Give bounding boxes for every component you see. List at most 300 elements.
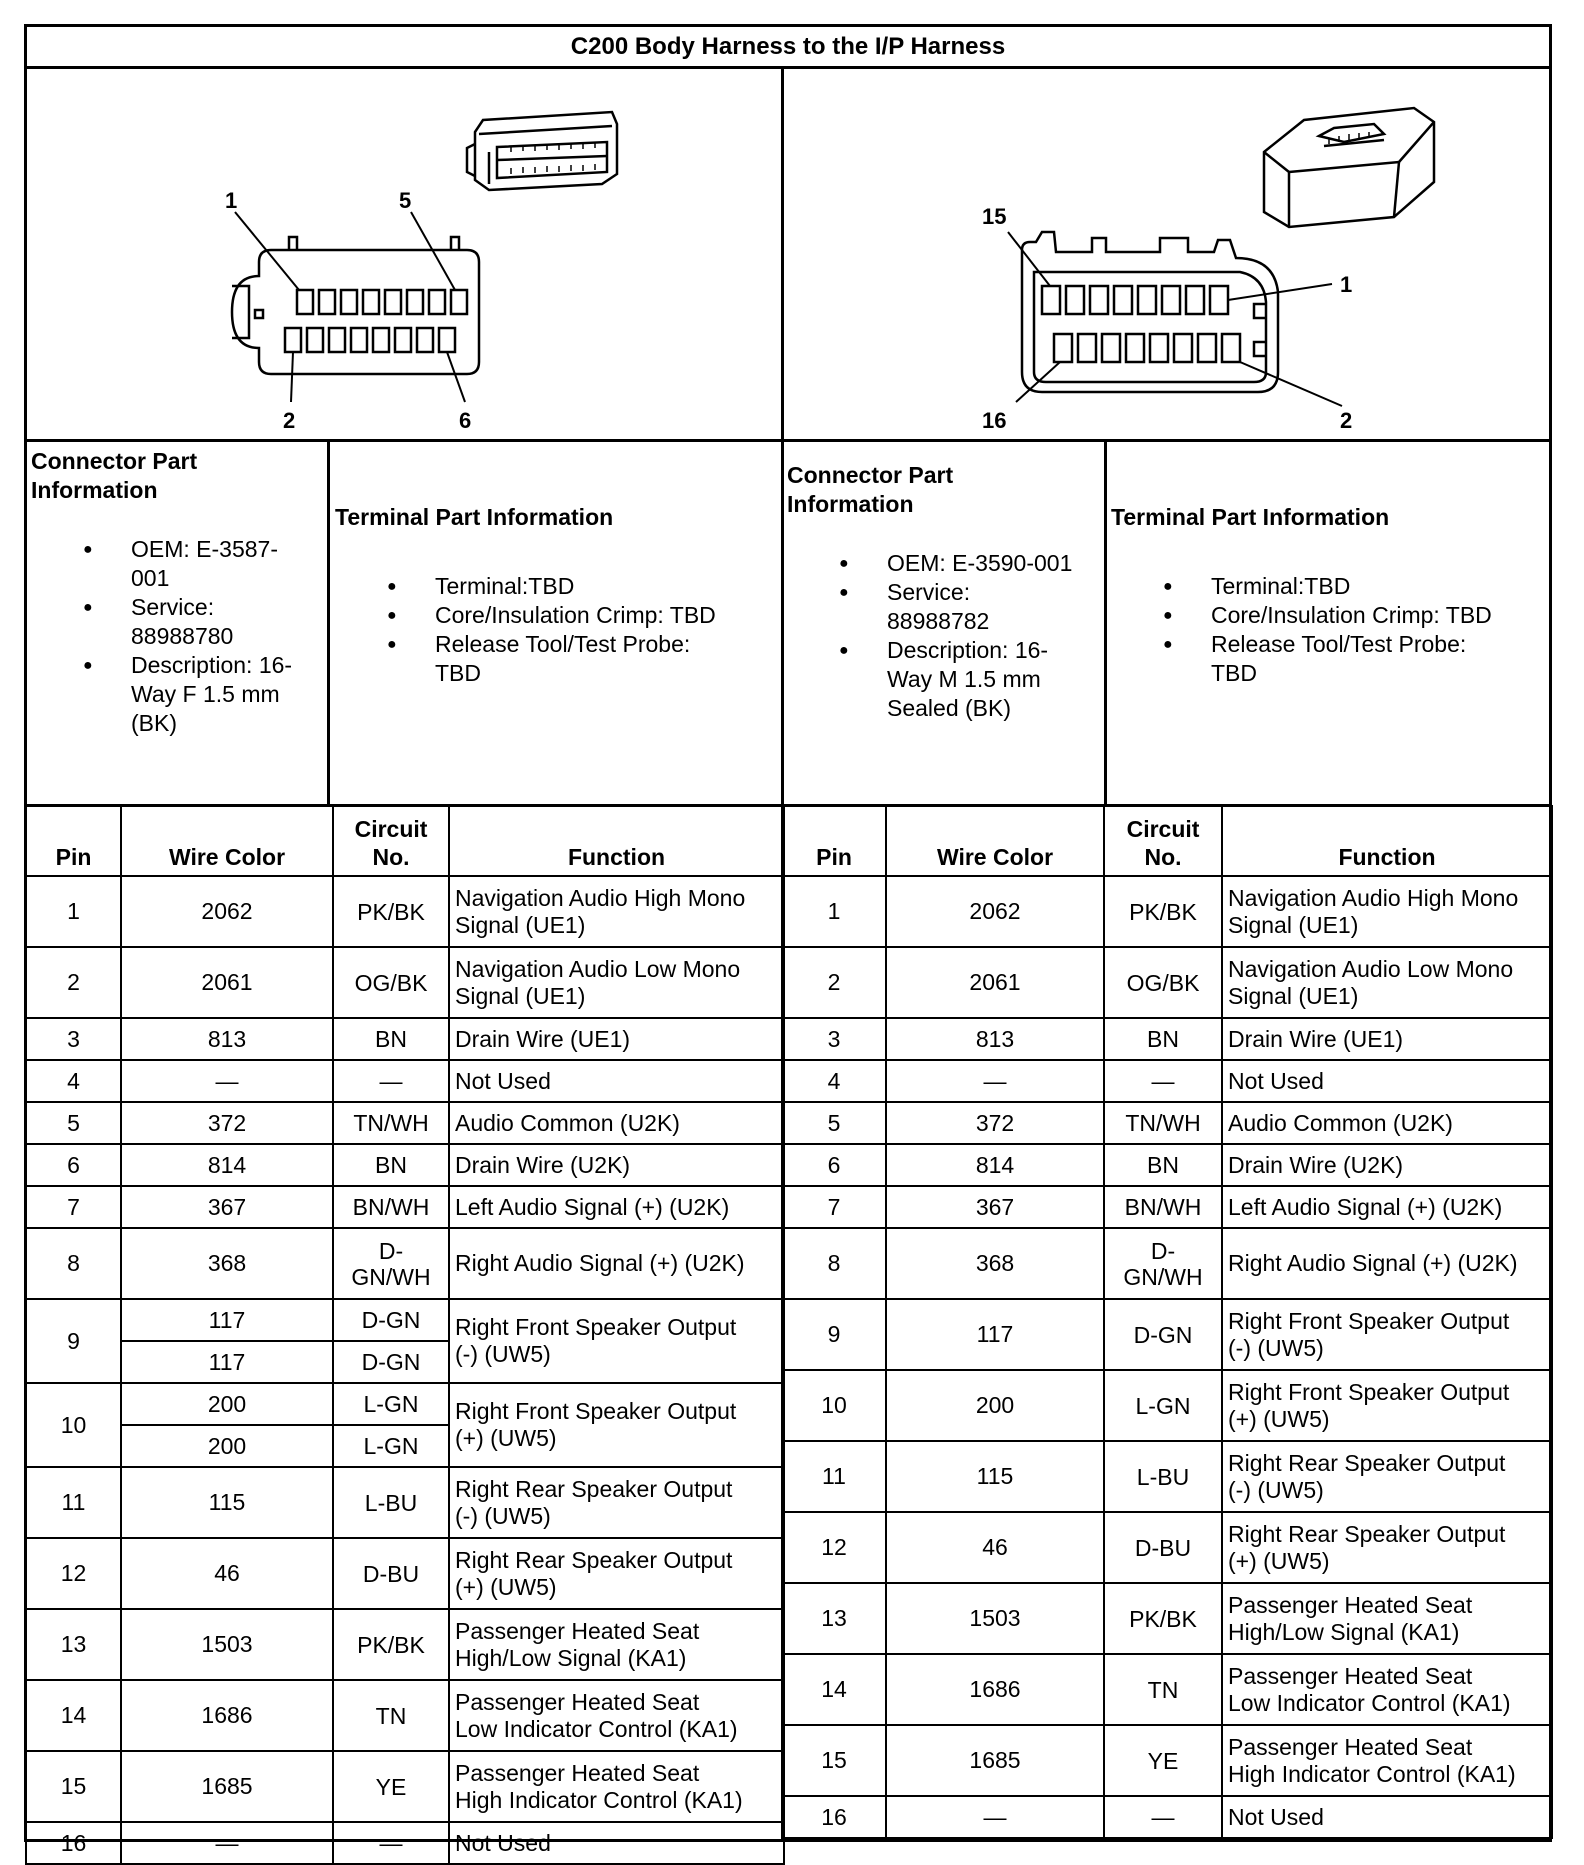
table-row xyxy=(26,1538,784,1609)
pin-cell: 1 xyxy=(26,876,121,947)
pin-cell: 14 xyxy=(782,1654,886,1725)
circuit-line: TN xyxy=(1147,1676,1179,1703)
function-line: Signal (UE1) xyxy=(1228,982,1359,1009)
function-cell xyxy=(1222,1512,1552,1583)
wire-color-cell: 2061 xyxy=(121,947,333,1018)
pin-cell: 1 xyxy=(782,876,886,947)
circuit-cell: L-GN xyxy=(333,1425,449,1467)
function-line: Right Rear Speaker Output xyxy=(455,1475,733,1502)
circuit-cell xyxy=(333,1144,449,1186)
circuit-cell xyxy=(333,876,449,947)
right-table-header xyxy=(782,806,1552,876)
wire-color-cell: 115 xyxy=(121,1467,333,1538)
right-terminal-info-heading: Terminal Part Information xyxy=(1111,504,1390,530)
wire-color-cell: 372 xyxy=(886,1102,1104,1144)
table-row xyxy=(26,1680,784,1751)
table-row xyxy=(782,1060,1552,1102)
circuit-line: BN/WH xyxy=(352,1194,430,1220)
pin-cell: 11 xyxy=(782,1441,886,1512)
function-cell xyxy=(449,1383,784,1467)
wire-color-cell: 367 xyxy=(886,1186,1104,1228)
wire-color-cell: — xyxy=(121,1822,333,1864)
wire-color-cell: 1503 xyxy=(121,1609,333,1680)
circuit-line: TN/WH xyxy=(353,1110,429,1136)
function-cell xyxy=(1222,1299,1552,1370)
function-line: Passenger Heated Seat xyxy=(1228,1662,1473,1689)
function-line: Navigation Audio High Mono xyxy=(1228,884,1519,911)
left-terminal-part-info xyxy=(335,503,779,688)
callout-left-1: 1 xyxy=(225,188,238,213)
function-line: Drain Wire (UE1) xyxy=(455,1025,631,1052)
circuit-cell xyxy=(333,1018,449,1060)
circuit-line: YE xyxy=(375,1773,407,1800)
circuit-cell xyxy=(1104,1102,1222,1144)
right-connector-info-heading: Connector Part Information xyxy=(787,462,954,517)
circuit-line: GN/WH xyxy=(1123,1263,1203,1290)
circuit-cell xyxy=(1104,1018,1222,1060)
wire-color-cell: 1503 xyxy=(886,1583,1104,1654)
wire-color-column-header: Wire Color xyxy=(121,806,333,876)
circuit-line: BN xyxy=(1147,1026,1179,1052)
left-crimp-item: ● Core/Insulation Crimp: TBD xyxy=(335,601,779,630)
function-line: Signal (UE1) xyxy=(455,911,586,938)
wire-color-cell: 368 xyxy=(121,1228,333,1299)
wire-color-cell: 1685 xyxy=(121,1751,333,1822)
table-row xyxy=(782,876,1552,947)
illustration-bottom-rule xyxy=(27,439,1549,442)
function-line: (-) (UW5) xyxy=(1228,1476,1324,1503)
right-connector-diagram xyxy=(784,72,1549,439)
circuit-line: — xyxy=(379,1830,403,1856)
wire-color-cell: 813 xyxy=(121,1018,333,1060)
circuit-line: TN/WH xyxy=(1125,1110,1201,1136)
circuit-line: GN/WH xyxy=(351,1263,431,1290)
function-line: Passenger Heated Seat xyxy=(455,1759,700,1786)
right-pin-cavities-bottom xyxy=(1054,334,1240,362)
pin-column-header: Pin xyxy=(26,806,121,876)
circuit-line: OG/BK xyxy=(354,969,428,996)
function-column-header: Function xyxy=(449,806,784,876)
callout-right-1: 1 xyxy=(1340,272,1353,297)
function-line: High Indicator Control (KA1) xyxy=(455,1786,743,1813)
circuit-cell xyxy=(1104,1725,1222,1796)
pin-cell: 3 xyxy=(26,1018,121,1060)
pin-cell: 7 xyxy=(26,1186,121,1228)
left-pin-cavities-top xyxy=(297,290,467,314)
function-column-header: Function xyxy=(1222,806,1552,876)
function-line: Navigation Audio Low Mono xyxy=(455,955,741,982)
function-line: (-) (UW5) xyxy=(455,1502,551,1529)
pin-cell: 14 xyxy=(26,1680,121,1751)
wire-color-cell: 200 xyxy=(121,1425,333,1467)
info-divider-1 xyxy=(327,439,330,807)
circuit-cell xyxy=(1104,876,1222,947)
left-terminal-item: ● Terminal:TBD xyxy=(335,572,779,601)
circuit-line: OG/BK xyxy=(1126,969,1200,996)
function-line: Navigation Audio Low Mono xyxy=(1228,955,1514,982)
circuit-line: — xyxy=(379,1068,403,1094)
circuit-line: — xyxy=(1151,1804,1175,1830)
table-row xyxy=(782,1370,1552,1441)
circuit-cell xyxy=(1104,1796,1222,1838)
function-line: Right Front Speaker Output xyxy=(455,1314,737,1340)
pin-column-header: Pin xyxy=(782,806,886,876)
function-line: Right Audio Signal (+) (U2K) xyxy=(1228,1250,1518,1276)
function-cell xyxy=(1222,947,1552,1018)
function-cell xyxy=(1222,1144,1552,1186)
function-cell xyxy=(449,1018,784,1060)
wire-color-cell: 2061 xyxy=(886,947,1104,1018)
circuit-line: BN xyxy=(375,1026,407,1052)
table-row xyxy=(26,947,784,1018)
wire-color-cell: 200 xyxy=(886,1370,1104,1441)
table-row xyxy=(782,1654,1552,1725)
circuit-cell xyxy=(1104,1441,1222,1512)
pin-cell: 15 xyxy=(26,1751,121,1822)
circuit-line: PK/BK xyxy=(1129,898,1197,925)
pin-cell: 13 xyxy=(26,1609,121,1680)
right-connector-3d-view xyxy=(1264,108,1434,227)
left-connector-part-info xyxy=(31,447,325,738)
wire-color-cell: 2062 xyxy=(121,876,333,947)
function-line: (+) (UW5) xyxy=(455,1425,557,1451)
circuit-cell xyxy=(333,1467,449,1538)
wire-color-cell: 814 xyxy=(886,1144,1104,1186)
circuit-cell xyxy=(1104,1654,1222,1725)
right-crimp-item: ● Core/Insulation Crimp: TBD xyxy=(1111,601,1547,630)
function-cell xyxy=(449,876,784,947)
circuit-cell xyxy=(1104,947,1222,1018)
function-line: Audio Common (U2K) xyxy=(1228,1109,1453,1136)
circuit-cell xyxy=(333,1751,449,1822)
function-line: Passenger Heated Seat xyxy=(455,1617,700,1644)
function-cell xyxy=(449,1186,784,1228)
table-row xyxy=(782,1441,1552,1512)
function-line: Passenger Heated Seat xyxy=(1228,1733,1473,1760)
pin-cell: 2 xyxy=(782,947,886,1018)
right-connector-part-info xyxy=(787,461,1101,723)
callout-left-2: 2 xyxy=(283,408,296,433)
pin-cell: 6 xyxy=(782,1144,886,1186)
table-row xyxy=(26,1299,784,1341)
callout-left-5: 5 xyxy=(399,188,412,213)
table-row xyxy=(782,1512,1552,1583)
circuit-cell xyxy=(1104,1228,1222,1299)
circuit-cell xyxy=(333,947,449,1018)
function-cell xyxy=(1222,1060,1552,1102)
pin-cell: 15 xyxy=(782,1725,886,1796)
function-cell xyxy=(449,1751,784,1822)
table-row xyxy=(26,1609,784,1680)
left-terminal-info-list xyxy=(335,572,779,688)
wire-color-cell: 813 xyxy=(886,1018,1104,1060)
callout-right-15: 15 xyxy=(982,204,1007,229)
wire-color-cell: — xyxy=(121,1060,333,1102)
info-divider-3 xyxy=(1104,439,1107,807)
pin-cell: 8 xyxy=(26,1228,121,1299)
pin-cell: 16 xyxy=(782,1796,886,1838)
function-cell xyxy=(1222,1186,1552,1228)
wire-color-cell: 1686 xyxy=(886,1654,1104,1725)
function-line: Not Used xyxy=(1228,1067,1324,1094)
info-divider-2 xyxy=(781,439,784,807)
function-line: Right Rear Speaker Output xyxy=(1228,1449,1506,1476)
function-line: (-) (UW5) xyxy=(455,1341,551,1367)
page-title: C200 Body Harness to the I/P Harness xyxy=(27,27,1549,69)
function-line: Right Rear Speaker Output xyxy=(455,1546,733,1573)
wire-color-cell: 1686 xyxy=(121,1680,333,1751)
circuit-line: D-BU xyxy=(362,1560,420,1587)
table-row xyxy=(26,1060,784,1102)
function-cell xyxy=(1222,876,1552,947)
function-line: (-) (UW5) xyxy=(1228,1334,1324,1361)
left-oem-item: ● OEM: E-3587- 001 xyxy=(31,535,325,593)
function-cell xyxy=(1222,1018,1552,1060)
function-line: Low Indicator Control (KA1) xyxy=(1228,1689,1511,1716)
right-terminal-part-info xyxy=(1111,503,1547,688)
right-connector-info-list xyxy=(787,549,1101,723)
function-cell xyxy=(1222,1725,1552,1796)
table-row xyxy=(26,1018,784,1060)
wire-color-cell: 368 xyxy=(886,1228,1104,1299)
right-terminal-info-list xyxy=(1111,572,1547,688)
function-line: Not Used xyxy=(1228,1803,1324,1830)
circuit-line: BN/WH xyxy=(1124,1194,1202,1220)
left-description-item: ● Description: 16- Way F 1.5 mm (BK) xyxy=(31,651,325,738)
circuit-line: L-BU xyxy=(1136,1463,1190,1490)
function-line: Audio Common (U2K) xyxy=(455,1109,680,1136)
circuit-line: PK/BK xyxy=(1129,1605,1197,1632)
wire-color-cell: 814 xyxy=(121,1144,333,1186)
table-row xyxy=(26,1228,784,1299)
right-terminal-item: ● Terminal:TBD xyxy=(1111,572,1547,601)
pin-cell: 16 xyxy=(26,1822,121,1864)
circuit-line: D-BU xyxy=(1134,1534,1192,1561)
function-line: (+) (UW5) xyxy=(1228,1547,1330,1574)
table-row xyxy=(782,947,1552,1018)
function-cell xyxy=(1222,1796,1552,1838)
function-line: Right Audio Signal (+) (U2K) xyxy=(455,1250,745,1276)
function-line: High/Low Signal (KA1) xyxy=(455,1644,687,1671)
wire-color-cell: 367 xyxy=(121,1186,333,1228)
function-line: Right Front Speaker Output xyxy=(1228,1378,1510,1405)
table-row xyxy=(782,1186,1552,1228)
table-row xyxy=(26,1186,784,1228)
function-cell xyxy=(449,1144,784,1186)
wire-color-cell: 2062 xyxy=(886,876,1104,947)
function-cell xyxy=(1222,1102,1552,1144)
function-line: Signal (UE1) xyxy=(1228,911,1359,938)
pin-cell: 5 xyxy=(26,1102,121,1144)
wire-color-cell: 117 xyxy=(121,1299,333,1341)
function-line: Drain Wire (U2K) xyxy=(455,1151,631,1178)
circuit-cell xyxy=(333,1186,449,1228)
circuit-cell xyxy=(333,1102,449,1144)
left-table-header xyxy=(26,806,784,876)
table-row xyxy=(782,1102,1552,1144)
pin-cell: 2 xyxy=(26,947,121,1018)
circuit-cell xyxy=(333,1538,449,1609)
connector-sheet xyxy=(24,24,1552,1856)
circuit-cell xyxy=(1104,1370,1222,1441)
left-terminal-info-heading: Terminal Part Information xyxy=(335,504,614,530)
wire-color-cell: 46 xyxy=(121,1538,333,1609)
circuit-line: — xyxy=(1151,1068,1175,1094)
circuit-cell xyxy=(1104,1583,1222,1654)
table-row xyxy=(26,1144,784,1186)
table-row xyxy=(26,1383,784,1425)
circuit-cell: D-GN xyxy=(333,1341,449,1383)
wire-color-cell: 46 xyxy=(886,1512,1104,1583)
right-pin-cavities-top xyxy=(1042,286,1228,314)
circuit-cell xyxy=(1104,1144,1222,1186)
function-line: Passenger Heated Seat xyxy=(1228,1591,1473,1618)
callout-left-6: 6 xyxy=(459,408,472,433)
function-cell xyxy=(449,1680,784,1751)
wire-color-cell: 200 xyxy=(121,1383,333,1425)
circuit-line: PK/BK xyxy=(357,898,425,925)
function-line: Right Rear Speaker Output xyxy=(1228,1520,1506,1547)
function-line: Right Front Speaker Output xyxy=(1228,1307,1510,1334)
pin-cell: 11 xyxy=(26,1467,121,1538)
circuit-cell: D-GN xyxy=(333,1299,449,1341)
circuit-line: D- xyxy=(1150,1237,1176,1264)
right-release-tool-item: ● Release Tool/Test Probe: TBD xyxy=(1111,630,1547,688)
pin-cell: 5 xyxy=(782,1102,886,1144)
wire-color-cell: 115 xyxy=(886,1441,1104,1512)
circuit-column-header: Circuit No. xyxy=(1104,806,1222,876)
pin-cell: 12 xyxy=(782,1512,886,1583)
circuit-line: D-GN xyxy=(1133,1321,1193,1348)
circuit-cell xyxy=(1104,1512,1222,1583)
circuit-line: L-GN xyxy=(1135,1392,1191,1419)
function-line: High/Low Signal (KA1) xyxy=(1228,1618,1460,1645)
right-service-item: ● Service: 88988782 xyxy=(787,578,1101,636)
table-row xyxy=(26,876,784,947)
right-pin-table xyxy=(781,805,1553,1839)
table-row xyxy=(782,1228,1552,1299)
pin-cell: 3 xyxy=(782,1018,886,1060)
wire-color-cell: 117 xyxy=(886,1299,1104,1370)
pin-cell: 7 xyxy=(782,1186,886,1228)
table-row xyxy=(26,1102,784,1144)
function-cell xyxy=(449,1609,784,1680)
circuit-cell xyxy=(333,1228,449,1299)
circuit-cell xyxy=(1104,1186,1222,1228)
pin-cell: 13 xyxy=(782,1583,886,1654)
function-cell xyxy=(449,1228,784,1299)
left-connector-diagram xyxy=(27,72,781,439)
pin-cell: 4 xyxy=(26,1060,121,1102)
function-cell xyxy=(1222,1583,1552,1654)
pin-cell: 10 xyxy=(782,1370,886,1441)
wire-color-column-header: Wire Color xyxy=(886,806,1104,876)
circuit-cell xyxy=(333,1609,449,1680)
wire-color-cell: 372 xyxy=(121,1102,333,1144)
function-line: Right Front Speaker Output xyxy=(455,1398,737,1424)
circuit-line: D- xyxy=(378,1237,404,1264)
function-line: Passenger Heated Seat xyxy=(455,1688,700,1715)
right-description-item: ● Description: 16- Way M 1.5 mm Sealed (BK) xyxy=(787,636,1101,723)
wire-color-cell: 1685 xyxy=(886,1725,1104,1796)
function-line: (+) (UW5) xyxy=(1228,1405,1330,1432)
left-pin-table xyxy=(25,805,785,1865)
function-cell xyxy=(449,1299,784,1383)
pin-cell: 4 xyxy=(782,1060,886,1102)
function-cell xyxy=(449,1822,784,1864)
function-cell xyxy=(449,947,784,1018)
left-connector-info-list xyxy=(31,535,325,738)
left-release-tool-item: ● Release Tool/Test Probe: TBD xyxy=(335,630,779,688)
left-connector-info-heading: Connector Part Information xyxy=(31,448,198,503)
circuit-cell xyxy=(333,1060,449,1102)
table-row xyxy=(782,1796,1552,1838)
table-row xyxy=(782,1144,1552,1186)
circuit-line: BN xyxy=(1147,1152,1179,1178)
table-row xyxy=(782,1583,1552,1654)
circuit-cell: L-GN xyxy=(333,1383,449,1425)
left-service-item: ● Service: 88988780 xyxy=(31,593,325,651)
function-line: Drain Wire (U2K) xyxy=(1228,1151,1404,1178)
circuit-line: TN xyxy=(375,1702,407,1729)
right-oem-item: ● OEM: E-3590-001 xyxy=(787,549,1101,578)
function-cell xyxy=(449,1467,784,1538)
function-cell xyxy=(449,1102,784,1144)
table-row xyxy=(782,1299,1552,1370)
wire-color-cell: — xyxy=(886,1060,1104,1102)
circuit-cell xyxy=(1104,1299,1222,1370)
pin-cell: 9 xyxy=(782,1299,886,1370)
function-cell xyxy=(1222,1654,1552,1725)
circuit-line: L-BU xyxy=(364,1489,418,1516)
function-line: High Indicator Control (KA1) xyxy=(1228,1760,1516,1787)
table-row xyxy=(782,1725,1552,1796)
circuit-cell xyxy=(1104,1060,1222,1102)
pin-cell: 9 xyxy=(26,1299,121,1383)
function-line: Not Used xyxy=(455,1067,551,1094)
function-cell xyxy=(449,1060,784,1102)
circuit-cell xyxy=(333,1680,449,1751)
table-row xyxy=(782,1018,1552,1060)
callout-right-2: 2 xyxy=(1340,408,1353,433)
function-line: Signal (UE1) xyxy=(455,982,586,1009)
function-line: (+) (UW5) xyxy=(455,1573,557,1600)
function-cell xyxy=(1222,1441,1552,1512)
left-pin-cavities-bottom xyxy=(285,328,455,352)
callout-right-16: 16 xyxy=(982,408,1007,433)
circuit-cell xyxy=(333,1822,449,1864)
circuit-line: BN xyxy=(375,1152,407,1178)
circuit-column-header: Circuit No. xyxy=(333,806,449,876)
function-cell xyxy=(1222,1370,1552,1441)
pin-cell: 10 xyxy=(26,1383,121,1467)
pin-cell: 8 xyxy=(782,1228,886,1299)
pin-cell: 6 xyxy=(26,1144,121,1186)
table-row xyxy=(26,1467,784,1538)
wire-color-cell: — xyxy=(886,1796,1104,1838)
left-connector-3d-view xyxy=(467,112,617,190)
function-line: Drain Wire (UE1) xyxy=(1228,1025,1404,1052)
function-cell xyxy=(1222,1228,1552,1299)
function-line: Left Audio Signal (+) (U2K) xyxy=(1228,1193,1503,1220)
circuit-line: PK/BK xyxy=(357,1631,425,1658)
pin-cell: 12 xyxy=(26,1538,121,1609)
table-row xyxy=(26,1751,784,1822)
function-line: Navigation Audio High Mono xyxy=(455,884,746,911)
function-line: Left Audio Signal (+) (U2K) xyxy=(455,1193,730,1220)
table-row xyxy=(26,1822,784,1864)
function-line: Not Used xyxy=(455,1829,551,1856)
